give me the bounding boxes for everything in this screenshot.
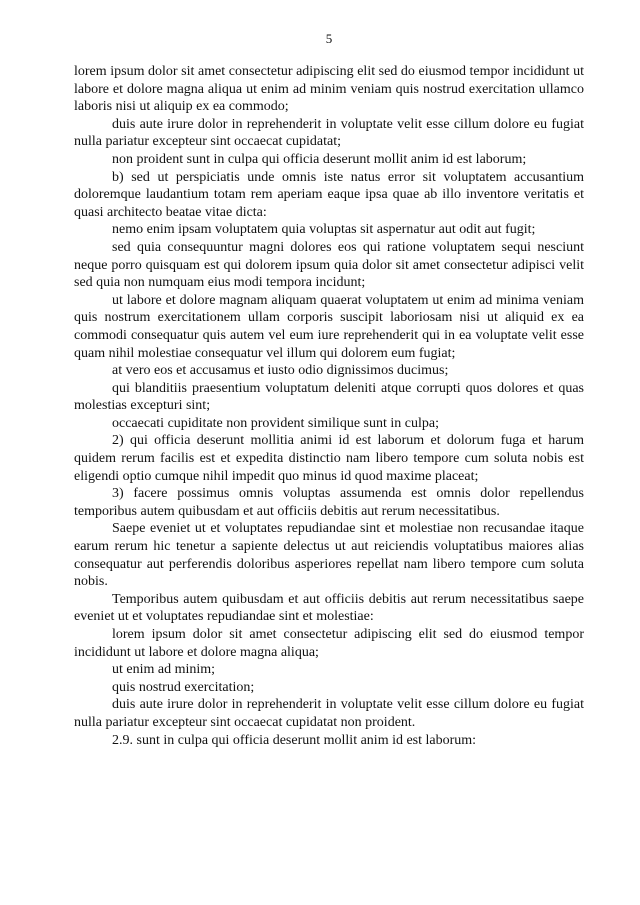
paragraph-p08: at vero eos et accusamus et iusto odio dignissimos ducimus; — [112, 363, 449, 379]
document-body — [74, 63, 584, 749]
paragraph-p07: ut labore et dolore magnam aliquam quaerat voluptatem ut enim ad minima veniam quis nostrum exercitationem ullam corporis suscipit laboriosam nisi ut aliquid ex ea commodi consequatur quis autem vel eum iure reprehenderit qui in ea voluptate velit esse quam nihil molestiae consequatur vel illum qui dolorem eum fugiat; — [74, 292, 584, 361]
page-number: 5 — [325, 31, 333, 46]
paragraph-p18: duis aute irure dolor in reprehenderit in voluptate velit esse cillum dolore eu fugiat nulla pariatur excepteur sint occaecat cupidatat non proident. — [74, 697, 584, 730]
paragraph-p19: 2.9. sunt in culpa qui officia deserunt mollit anim id est laborum: — [112, 732, 477, 748]
paragraph-p01: lorem ipsum dolor sit amet consectetur adipiscing elit sed do eiusmod tempor incididunt ut labore et dolore magna aliqua ut enim ad minim veniam quis nostrud exercitation ullamco laboris nisi ut aliquip ex ea commodo; — [74, 64, 584, 115]
paragraph-p17: quis nostrud exercitation; — [112, 679, 255, 695]
paragraph-p12: 3) facere possimus omnis voluptas assumenda est omnis dolor repellendus temporibus autem quibusdam et aut officiis debitis aut rerum necessitatibus. — [74, 486, 584, 519]
paragraph-p02: duis aute irure dolor in reprehenderit in voluptate velit esse cillum dolore eu fugiat nulla pariatur excepteur sint occaecat cupidatat; — [74, 116, 584, 150]
paragraph-p09: qui blanditiis praesentium voluptatum deleniti atque corrupti quos dolores et quas molestias excepturi sint; — [74, 380, 584, 414]
paragraph-p14: Temporibus autem quibusdam et aut officiis debitis aut rerum necessitatibus saepe eveniet ut et voluptates repudiandae sint et molestiae: — [74, 591, 584, 625]
paragraph-p16: ut enim ad minim; — [112, 662, 216, 678]
paragraph-p04: b) sed ut perspiciatis unde omnis iste natus error sit voluptatem accusantium doloremque laudantium totam rem aperiam eaque ipsa quae ab illo inventore veritatis et quasi architecto beatae vitae dicta: — [74, 169, 584, 220]
paragraph-p06: sed quia consequuntur magni dolores eos qui ratione voluptatem sequi nesciunt neque porro quisquam est qui dolorem ipsum quia dolor sit amet consectetur adipisci velit sed quia non numquam eius modi tempora incidunt; — [74, 239, 584, 291]
paragraph-p15: lorem ipsum dolor sit amet consectetur adipiscing elit sed do eiusmod tempor incididunt ut labore et dolore magna aliqua; — [74, 627, 584, 660]
paragraph-p10: occaecati cupiditate non provident similique sunt in culpa; — [112, 415, 439, 431]
paragraph-p03: non proident sunt in culpa qui officia deserunt mollit anim id est laborum; — [112, 151, 527, 167]
paragraph-p05: nemo enim ipsam voluptatem quia voluptas sit aspernatur aut odit aut fugit; — [112, 222, 536, 238]
paragraph-p13: Saepe eveniet ut et voluptates repudiandae sint et molestiae non recusandae itaque earum rerum hic tenetur a sapiente delectus ut aut reiciendis voluptatibus maiores alias consequatur aut perferendis doloribus asperiores repellat nam libero tempore cum soluta nobis. — [74, 521, 584, 590]
paragraph-p11: 2) qui officia deserunt mollitia animi id est laborum et dolorum fuga et harum quidem rerum facilis est et expedita distinctio nam libero tempore cum soluta nobis est eligendi optio cumque nihil impedit quo minus id quod maxime placeat; — [74, 433, 584, 484]
